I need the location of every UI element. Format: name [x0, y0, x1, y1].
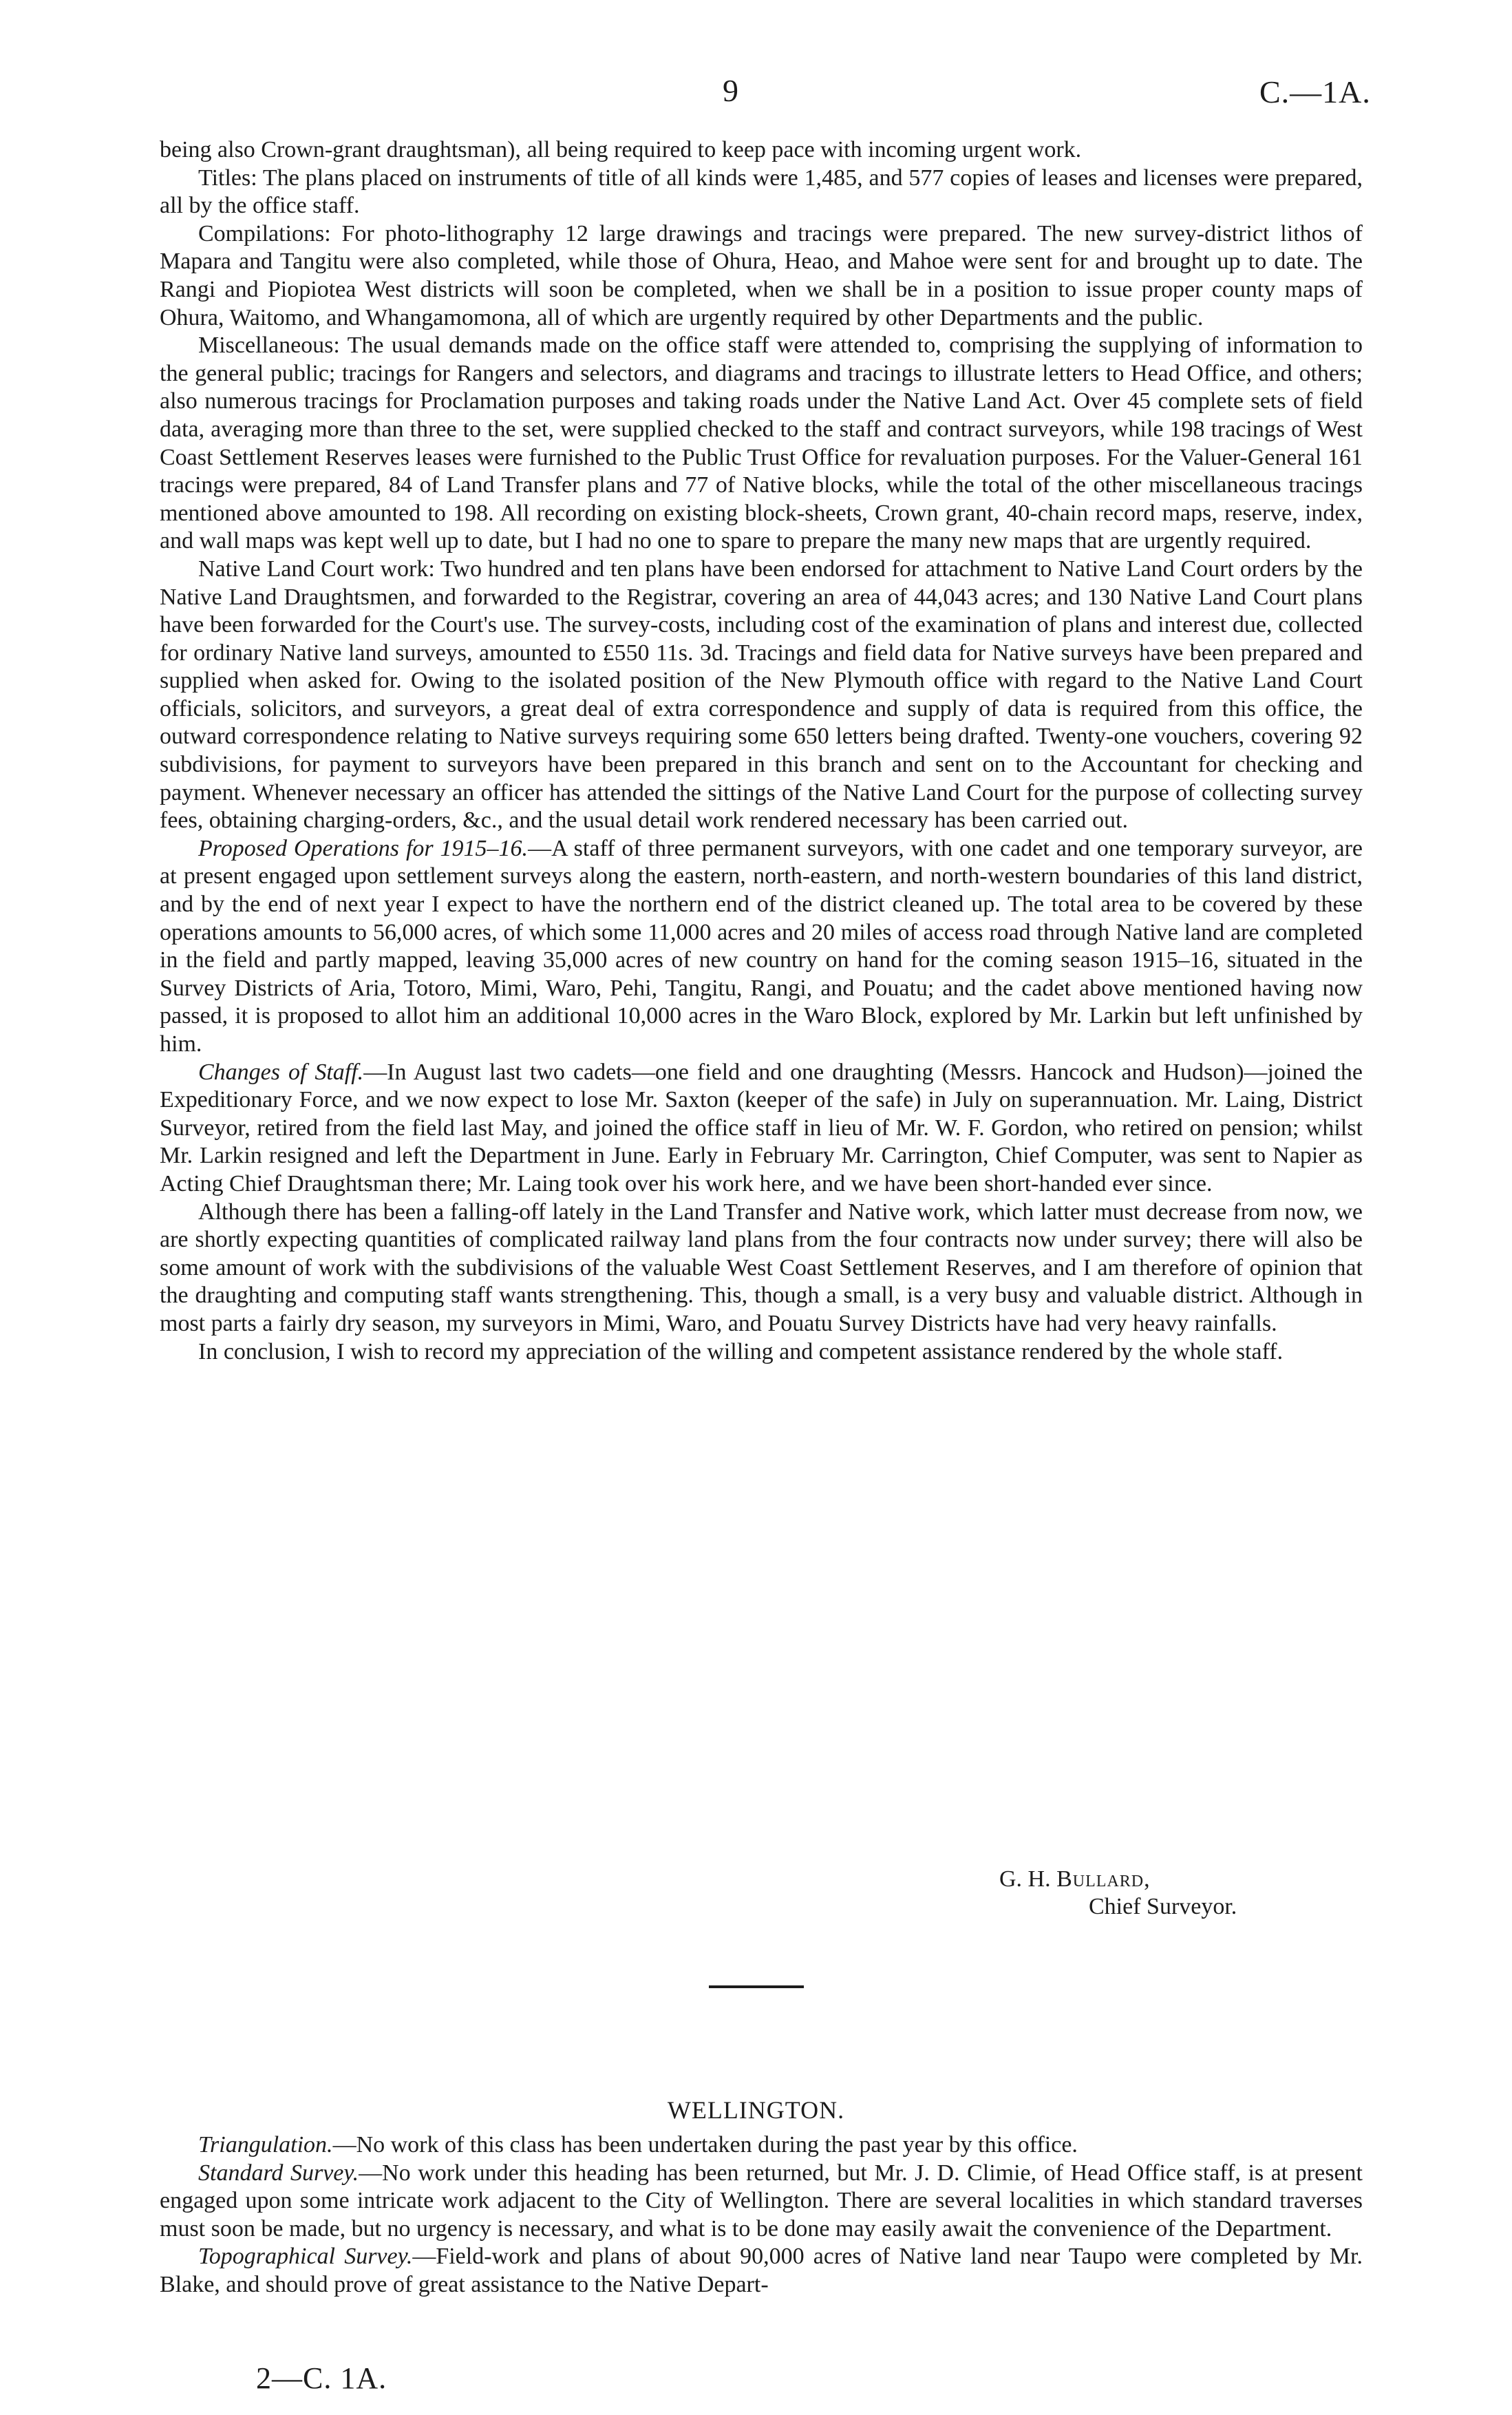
signatory-name	[999, 1866, 1237, 1893]
signature-mark: 2—C. 1A.	[256, 2361, 387, 2395]
paragraph-falling-off	[160, 1199, 1363, 1338]
document-reference: C.—1A.	[1259, 74, 1371, 109]
paragraph-text: Two hundred and ten plans have been endorsed for attachment to Native Land Court orders by the Native Land Draughtsmen, and forwarded to the Registrar, covering an area of 44,043 acres; and 130 Native Land Court plans have been forwarded for the Court's use. The survey-costs, including cost of the examination of plans and interest due, collected for ordinary Native land surveys, amounted to £550 11s. 3d. Tracings and field data for Native surveys have been prepared and supplied when asked for. Owing to the isolated position of the New Plymouth office with regard to the Native Land Court officials, solicitors, and surveyors, a great deal of extra correspondence and supply of data is required from this office, the outward correspondence relating to Native surveys requiring some 650 letters being drafted. Twenty-one vouchers, covering 92 subdivisions, for payment to surveyors have been prepared in this branch and sent on to the Accountant for checking and payment. Whenever necessary an officer has attended the sittings of the Native Land Court for the purpose of collecting survey fees, obtaining charging-orders, &c., and the usual detail work rendered necessary has been carried out.	[160, 556, 1363, 834]
paragraph-text: Although there has been a falling-off lately in the Land Transfer and Native work, which latter must decrease from now, we are shortly expecting quantities of complicated railway land plans from the four contracts now under survey; there will also be some amount of work with the subdivisions of the valuable West Coast Settlement Reserves, and I am therefore of opinion that the draughting and computing staff wants strengthening. This, though a small, is a very busy and valuable district. Although in most parts a fairly dry season, my surveyors in Mimi, Waro, and Pouatu Survey Districts have had very heavy rainfalls.	[160, 1199, 1363, 1336]
section-divider	[709, 1985, 804, 1988]
paragraph-lead: Topographical Survey.	[198, 2244, 413, 2270]
paragraph-lead: Changes of Staff.	[198, 1059, 364, 1085]
paragraph-miscellaneous	[160, 332, 1363, 556]
paragraph-lead: Proposed Operations for 1915–16.	[198, 835, 529, 861]
paragraph-compilations	[160, 220, 1363, 332]
paragraph-text: —No work under this heading has been returned, but Mr. J. D. Climie, of Head Office staff, is at present engaged upon some intricate work adjacent to the City of Wellington. There are several localities in which standard traverses must soon be made, but no urgency is necessary, and what is to be done may easily await the convenience of the Department.	[160, 2160, 1363, 2242]
paragraph-continuation	[160, 136, 1363, 165]
page-number: 9	[723, 73, 738, 108]
new-plymouth-report-body	[160, 136, 1363, 1366]
paragraph-text: The plans placed on instruments of title of all kinds were 1,485, and 577 copies of leases and licenses were prepared, all by the office staff.	[160, 165, 1363, 219]
wellington-report-body	[160, 2131, 1363, 2299]
paragraph-text: The usual demands made on the office staff were attended to, comprising the supplying of information to the general public; tracings for Rangers and selectors, and diagrams and tracings to illustrate letters to Head Office, and others; also numerous tracings for Proclamation purposes and taking roads under the Native Land Act. Over 45 complete sets of field data, averaging more than three to the set, were supplied checked to the staff and contract surveyors, while 198 tracings of West Coast Settlement Reserves leases were furnished to the Public Trust Office for revaluation purposes. For the Valuer-General 161 tracings were prepared, 84 of Land Transfer plans and 77 of Native blocks, while the total of the other miscellaneous tracings mentioned above amounted to 198. All recording on existing block-sheets, Crown grant, 40-chain record maps, reserve, index, and wall maps was kept well up to date, but I had no one to spare to prepare the many new maps that are urgently required.	[160, 333, 1363, 554]
paragraph-text: For photo-lithography 12 large drawings and tracings were prepared. The new survey-district lithos of Mapara and Tangitu were also completed, while those of Ohura, Heao, and Mahoe were sent for and brought up to date. The Rangi and Piopiotea West districts will soon be completed, when we shall be in a position to issue proper county maps of Ohura, Waitomo, and Whangamomona, all of which are urgently required by other Departments and the public.	[160, 220, 1363, 330]
paragraph-text: —In August last two cadets—one field and one draughting (Messrs. Hancock and Hudson)—joined the Expeditionary Force, and we now expect to lose Mr. Saxton (keeper of the safe) in July on superannuation. Mr. Laing, District Surveyor, retired from the field last May, and joined the office staff in lieu of Mr. W. F. Gordon, who retired on pension; whilst Mr. Larkin resigned and left the Department in June. Early in February Mr. Carrington, Chief Computer, was sent to Napier as Acting Chief Draughtsman there; Mr. Laing took over his work here, and we have been short-handed ever since.	[160, 1059, 1363, 1196]
paragraph-lead: Compilations:	[198, 220, 331, 246]
paragraph-text: —A staff of three permanent surveyors, with one cadet and one temporary surveyor, are at present engaged upon settlement surveys along the eastern, north-eastern, and north-western boundaries of this land district, and by the end of next year I expect to have the northern end of the district cleaned up. The total area to be covered by these operations amounts to 56,000 acres, of which some 11,000 acres and 20 miles of access road through Native land are completed in the field and partly mapped, leaving 35,000 acres of new country on hand for the coming season 1915–16, situated in the Survey Districts of Aria, Totoro, Mimi, Waro, Pehi, Tangitu, Rangi, and Pouatu; and the cadet above mentioned having now passed, it is proposed to allot him an additional 10,000 acres in the Waro Block, explored by Mr. Larkin but left unfinished by him.	[160, 835, 1363, 1057]
paragraph-standard-survey	[160, 2160, 1363, 2244]
section-heading-wellington: WELLINGTON.	[667, 2096, 845, 2124]
paragraph-lead: Miscellaneous:	[198, 333, 340, 359]
paragraph-lead: Triangulation.	[198, 2132, 333, 2158]
paragraph-lead: Native Land Court work:	[198, 556, 435, 582]
paragraph-changes-of-staff	[160, 1059, 1363, 1199]
paragraph-triangulation	[160, 2131, 1363, 2160]
signatory-surname: Bullard,	[1056, 1866, 1151, 1892]
paragraph-text: —Field-work and plans of about 90,000 acres of Native land near Taupo were completed by Mr. Blake, and should prove of great assistance to the Native Depart-	[160, 2244, 1363, 2297]
signature-block	[999, 1866, 1237, 1921]
paragraph-proposed-operations	[160, 835, 1363, 1059]
paragraph-topographical-survey	[160, 2243, 1363, 2299]
paragraph-conclusion	[160, 1338, 1363, 1367]
signatory-title: Chief Surveyor.	[1089, 1894, 1237, 1919]
paragraph-native-land-court	[160, 556, 1363, 835]
signatory-initials: G. H.	[999, 1866, 1051, 1892]
paragraph-text: being also Crown-grant draughtsman), all being required to keep pace with incoming urgent work.	[160, 137, 1082, 162]
paragraph-text: In conclusion, I wish to record my appreciation of the willing and competent assistance rendered by the whole staff.	[198, 1338, 1284, 1364]
paragraph-text: —No work of this class has been undertaken during the past year by this office.	[332, 2132, 1078, 2158]
paragraph-lead: Titles:	[198, 165, 257, 191]
paragraph-lead: Standard Survey.	[198, 2160, 359, 2186]
paragraph-titles	[160, 165, 1363, 220]
